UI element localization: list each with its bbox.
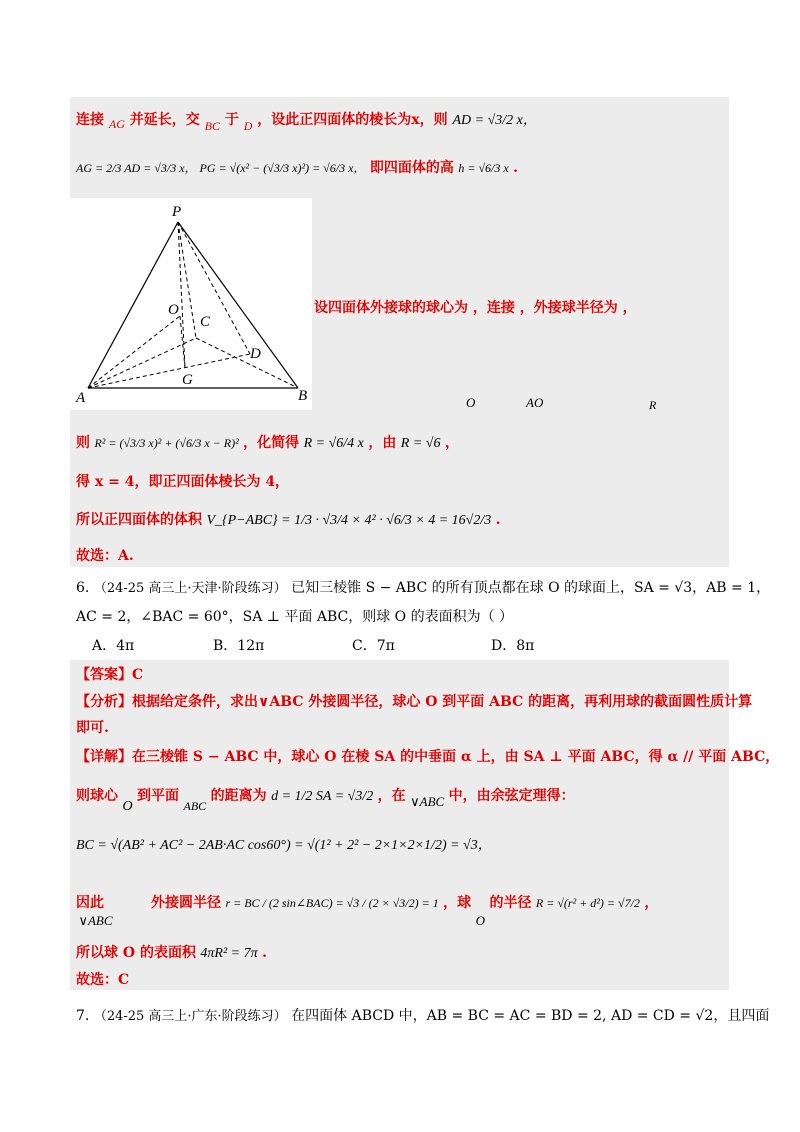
- analysis-tag: 【分析】: [76, 694, 132, 710]
- q6-option-b[interactable]: B．12π: [213, 638, 265, 654]
- math-d: D: [243, 119, 253, 133]
- sol5-below-o: O: [466, 395, 476, 410]
- vertex-c-label: C: [200, 314, 211, 330]
- math-ag: AG: [108, 117, 125, 131]
- sol5-line4: 得 x = 4，即正四面体棱长为 4，: [76, 474, 290, 490]
- sol5-right-text: 设四面体外接球的球心为 ，连接 ，外接球半径为 ，: [314, 300, 637, 316]
- detail-text: 在三棱锥 S − ABC 中，球心 O 在棱 SA 的中垂面 α 上，由 SA ⊥ 平面 ABC，得 α // 平面 ABC，: [132, 749, 780, 765]
- formula-r: R = √6/4 x: [303, 436, 364, 451]
- q6-detail-2: [76, 786, 575, 814]
- text: 中，由余弦定理得：: [448, 788, 575, 804]
- text: 的距离为: [210, 788, 267, 804]
- text: 并延长，交: [129, 112, 200, 128]
- text: 所以正四面体的体积: [76, 512, 202, 528]
- formula-h: h = √6/3 x: [458, 161, 509, 175]
- text: 的半径: [489, 895, 532, 911]
- q6-option-d[interactable]: D．8π: [491, 638, 535, 654]
- q6-option-a[interactable]: A．4π: [92, 638, 135, 654]
- sol5-line5: [76, 510, 501, 531]
- q6-detail-4: [76, 893, 659, 928]
- formula-r-eq: R² = (√3/3 x)² + (√6/3 x − R)²: [94, 436, 239, 450]
- tetrahedron-figure: [70, 198, 312, 410]
- sol5-line3: [76, 433, 459, 454]
- text: ，在: [377, 788, 406, 804]
- math-triangle: ∨ABC: [78, 913, 113, 928]
- math-abc: ABC: [183, 799, 207, 813]
- vertex-a-label: A: [76, 390, 86, 406]
- sol5-below-ao: AO: [526, 395, 544, 410]
- q6-stem-line2: AC = 2，∠BAC = 60°，SA ⊥ 平面 ABC，则球 O 的表面积为（ ）: [76, 609, 514, 625]
- q6-answer: [76, 665, 143, 685]
- text: 即四面体的高: [369, 160, 454, 176]
- text: 因此: [76, 895, 104, 911]
- text: 到平面: [137, 788, 180, 804]
- text: 于: [224, 112, 239, 128]
- vertex-d-label: D: [250, 346, 261, 362]
- question-source: （24-25 高三上·广东·阶段练习）: [93, 1009, 287, 1024]
- vertex-b-label: B: [298, 388, 308, 404]
- math-o: O: [122, 799, 133, 814]
- q6-detail-3: [76, 835, 492, 856]
- text: ，设此正四面体的棱长为x，则: [257, 112, 448, 128]
- text: .: [262, 945, 267, 961]
- q6-option-c[interactable]: C．7π: [352, 638, 395, 654]
- question-number: 6.: [76, 580, 90, 596]
- detail-tag: 【详解】: [76, 749, 132, 765]
- sol5-below-r: R: [649, 398, 657, 412]
- formula-d: d = 1/2 SA = √3/2: [271, 789, 374, 804]
- q6-analysis-1: [76, 692, 752, 712]
- formula-volume: V_{P−ABC} = 1/3 · √3/4 × 4² · √6/3 × 4 = 16√2/3: [206, 513, 492, 528]
- text: ，由: [368, 435, 397, 451]
- math-triangle: ∨ABC: [410, 794, 445, 809]
- q6-choose: 故选：C: [76, 972, 130, 988]
- q7-stem: [76, 1006, 769, 1027]
- sol5-line2: AG = 2/3 AD = √3/3 x， PG = √(x² − (√3/3 x)²) = √6/3 x， 即四面体的高 h = √6/3 x .: [76, 160, 519, 176]
- formula-r: r = BC / (2 sin∠BAC) = √3 / (2 × √3/2) = 1: [225, 896, 439, 910]
- text: 则球心: [76, 788, 118, 804]
- formula-area: 4πR² = 7π: [200, 946, 258, 961]
- vertex-o-label: O: [168, 302, 179, 318]
- tetrahedron-svg: [70, 198, 312, 410]
- analysis-text: 根据给定条件，求出∨ABC 外接圆半径，球心 O 到平面 ABC 的距离，再利用球的截面圆性质计算: [132, 694, 753, 710]
- question-source: （24-25 高三上·天津·阶段练习）: [93, 581, 287, 596]
- text: 外接圆半径: [150, 895, 221, 911]
- formula-big-r: R = √(r² + d²) = √7/2: [535, 896, 640, 910]
- answer-tag: 【答案】: [76, 667, 132, 683]
- formula-r-sqrt6: R = √6: [400, 436, 441, 451]
- q6-detail-1: [76, 747, 779, 767]
- text: ，: [644, 895, 659, 911]
- text: ，: [444, 435, 459, 451]
- text: 连接: [76, 112, 104, 128]
- q6-analysis-2: 即可.: [76, 720, 109, 736]
- formula-ag-pg: AG = 2/3 AD = √3/3 x， PG = √(x² − (√3/3 x)²) = √6/3 x，: [76, 161, 366, 175]
- text: .: [495, 512, 501, 528]
- text: ，化简得: [243, 435, 300, 451]
- answer-value: C: [132, 667, 144, 683]
- formula-ad: AD = √3/2 x，: [452, 113, 537, 128]
- question-stem: 在四面体 ABCD 中，AB = BC = AC = BD = 2, AD = CD = √2，且四面: [291, 1008, 770, 1024]
- q6-stem-line1: [76, 578, 770, 599]
- vertex-p-label: P: [172, 204, 182, 220]
- vertex-g-label: G: [182, 372, 193, 388]
- math-bc: BC: [204, 119, 220, 133]
- text: ，球: [443, 895, 472, 911]
- text: 则: [76, 435, 90, 451]
- question-number: 7.: [76, 1008, 90, 1024]
- sol5-line1: [76, 110, 537, 131]
- text: 所以球 O 的表面积: [76, 945, 196, 961]
- math-o: O: [475, 913, 486, 928]
- q6-detail-5: [76, 943, 267, 964]
- sol5-choose: 故选：A.: [76, 548, 134, 564]
- formula-bc: BC = √(AB² + AC² − 2AB·AC cos60°) = √(1² + 2² − 2×1×2×1/2) = √3，: [76, 838, 492, 853]
- question-stem: 已知三棱锥 S − ABC 的所有顶点都在球 O 的球面上，SA = √3，AB = 1，: [291, 580, 771, 596]
